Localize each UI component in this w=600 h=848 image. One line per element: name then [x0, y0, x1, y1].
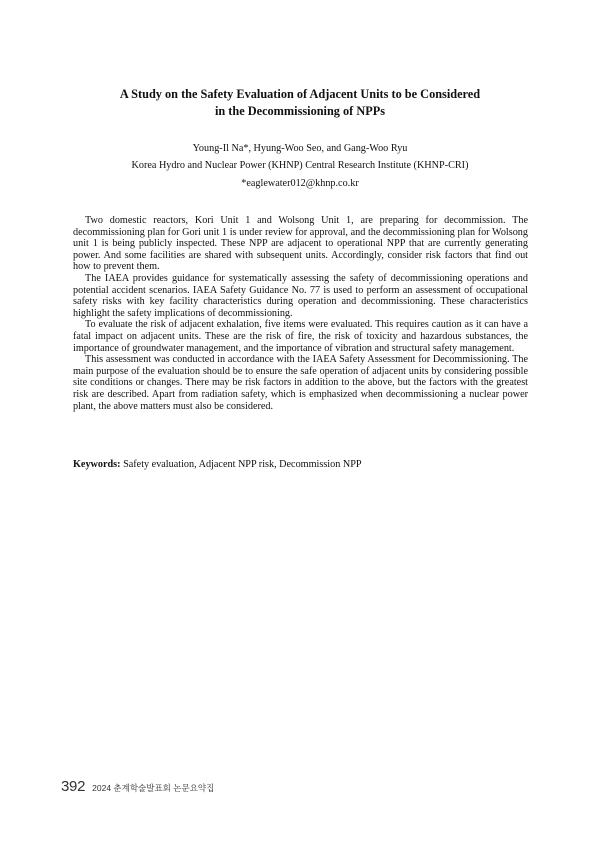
corresponding-email: *eaglewater012@khnp.co.kr [241, 178, 359, 189]
paper-title-line-1: A Study on the Safety Evaluation of Adjacent Units to be Considered [119, 87, 481, 101]
page-number: 392 [61, 778, 86, 795]
paragraph: This assessment was conducted in accordance with the IAEA Safety Assessment for Decommissioning. The main purpose of the evaluation should be to ensure the safe operation of adjacent units by considering possible site conditions or changes. There may be risk factors in addition to the above, but the factors with the greatest risk are described. Apart from radiation safety, which is emphasized when decommissioning a nuclear power plant, the above matters must also be considered. [73, 354, 528, 412]
paragraph: To evaluate the risk of adjacent exhalation, five items were evaluated. This requires caution as it can have a fatal impact on adjacent units. These are the risk of fire, the risk of toxicity and hazardous substances, the importance of groundwater management, and the importance of vibration and structural safety management. [73, 319, 528, 354]
keywords-line [73, 459, 528, 471]
paragraph: The IAEA provides guidance for systematically assessing the safety of decommissioning operations and potential accident scenarios. IAEA Safety Guidance No. 77 is used to perform an assessment of occupational safety risks with key facility characteristics during operation and decommissioning. These characteristics highlight the safety implications of decommissioning. [73, 272, 528, 319]
author-list: Young-Il Na*, Hyung-Woo Seo, and Gang-Woo Ryu [192, 143, 408, 154]
proceedings-title: 2024 춘계학술발표회 논문요약집 [92, 783, 215, 793]
paper-title-line-2: in the Decommissioning of NPPs [214, 104, 386, 118]
affiliation: Korea Hydro and Nuclear Power (KHNP) Central Research Institute (KHNP-CRI) [131, 160, 469, 171]
abstract-body [73, 215, 528, 412]
paper-title [60, 86, 540, 120]
paragraph: Two domestic reactors, Kori Unit 1 and Wolsong Unit 1, are preparing for decommission. The decommissioning plan for Gori unit 1 is under review for approval, and the decommissioning plan for Wolsong unit 1 is being publicly inspected. These NPP are adjacent to operational NPP that are currently generating power. And some facilities are shared with subsequent units. Accordingly, consider risk factors that find out how to prevent them. [73, 215, 528, 273]
keywords-text: Safety evaluation, Adjacent NPP risk, Decommission NPP [120, 459, 362, 470]
keywords-label: Keywords: [73, 459, 121, 470]
page-footer [61, 778, 214, 798]
